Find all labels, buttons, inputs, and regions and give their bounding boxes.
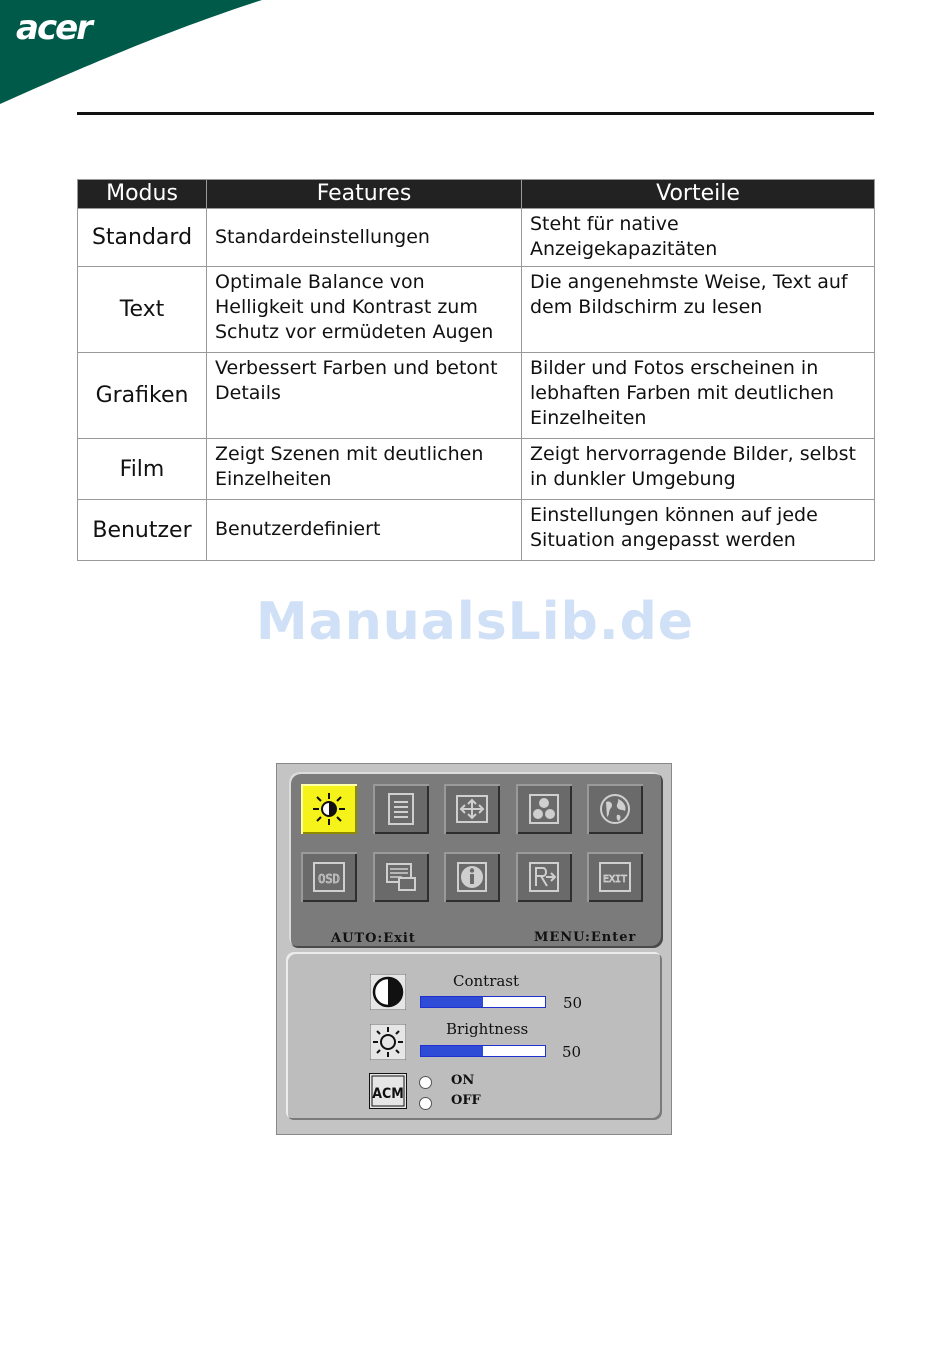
acer-logo: acer [16,8,91,48]
position-icon[interactable] [444,784,500,834]
osd-menu [276,763,672,1135]
header-benefits: Vorteile [522,180,875,209]
osd-icon[interactable] [301,852,357,902]
color-icon[interactable] [516,784,572,834]
contrast-value: 50 [563,994,583,1012]
acm-on-label: ON [451,1073,475,1088]
features-cell: Benutzerdefiniert [207,500,522,561]
acm-off-radio[interactable] [419,1097,432,1110]
benefits-cell: Zeigt hervorragende Bilder, selbst in dunkler Umgebung [522,439,875,500]
benefits-cell: Bilder und Fotos erscheinen in lebhaften Farben mit deutlichen Einzelheiten [522,353,875,439]
brightness-slider-fill [421,1046,483,1056]
table-row [78,439,875,500]
contrast-icon [370,974,406,1010]
header-mode: Modus [78,180,207,209]
globe-icon[interactable] [587,784,643,834]
brightness-value: 50 [562,1043,582,1061]
hint-menu-enter: MENU:Enter [534,930,637,945]
info-icon[interactable] [444,852,500,902]
benefits-cell: Einstellungen können auf jede Situation angepasst werden [522,500,875,561]
contrast-slider[interactable] [420,996,546,1008]
features-cell: Verbessert Farben und betont Details [207,353,522,439]
mode-table [77,179,875,561]
features-cell: Optimale Balance von Helligkeit und Kontrast zum Schutz vor ermüdeten Augen [207,267,522,353]
acm-off-label: OFF [451,1093,481,1108]
exit-icon-label: EXIT [602,874,628,885]
brightness-label: Brightness [446,1020,529,1038]
osd-settings-panel [286,952,662,1120]
table-row [78,353,875,439]
acm-icon [369,1073,407,1109]
mode-cell: Grafiken [78,353,207,439]
table-row [78,267,875,353]
acm-on-radio[interactable] [419,1076,432,1089]
input-select-icon[interactable] [373,852,429,902]
benefits-cell: Die angenehmste Weise, Text auf dem Bildschirm zu lesen [522,267,875,353]
reset-icon[interactable] [516,852,572,902]
contrast-slider-fill [421,997,483,1007]
mode-cell: Film [78,439,207,500]
mode-cell: Text [78,267,207,353]
features-cell: Zeigt Szenen mit deutlichen Einzelheiten [207,439,522,500]
features-cell: Standardeinstellungen [207,209,522,267]
brightness-slider[interactable] [420,1045,546,1057]
exit-icon[interactable] [587,852,643,902]
acm-icon-label: ACM [372,1086,404,1102]
brightness-icon[interactable] [301,784,357,834]
table-row [78,500,875,561]
table-row [78,209,875,267]
osd-icon-label: OSD [318,872,340,886]
benefits-cell: Steht für native Anzeigekapazitäten [522,209,875,267]
document-icon[interactable] [373,784,429,834]
header-rule [77,112,874,115]
header-features: Features [207,180,522,209]
watermark: ManualsLib.de [255,592,695,652]
osd-icon-panel [289,772,663,948]
brightness-setting-icon [370,1024,406,1060]
table-header-row [78,180,875,209]
mode-cell: Benutzer [78,500,207,561]
contrast-label: Contrast [453,972,520,990]
mode-cell: Standard [78,209,207,267]
hint-auto-exit: AUTO:Exit [331,931,416,946]
